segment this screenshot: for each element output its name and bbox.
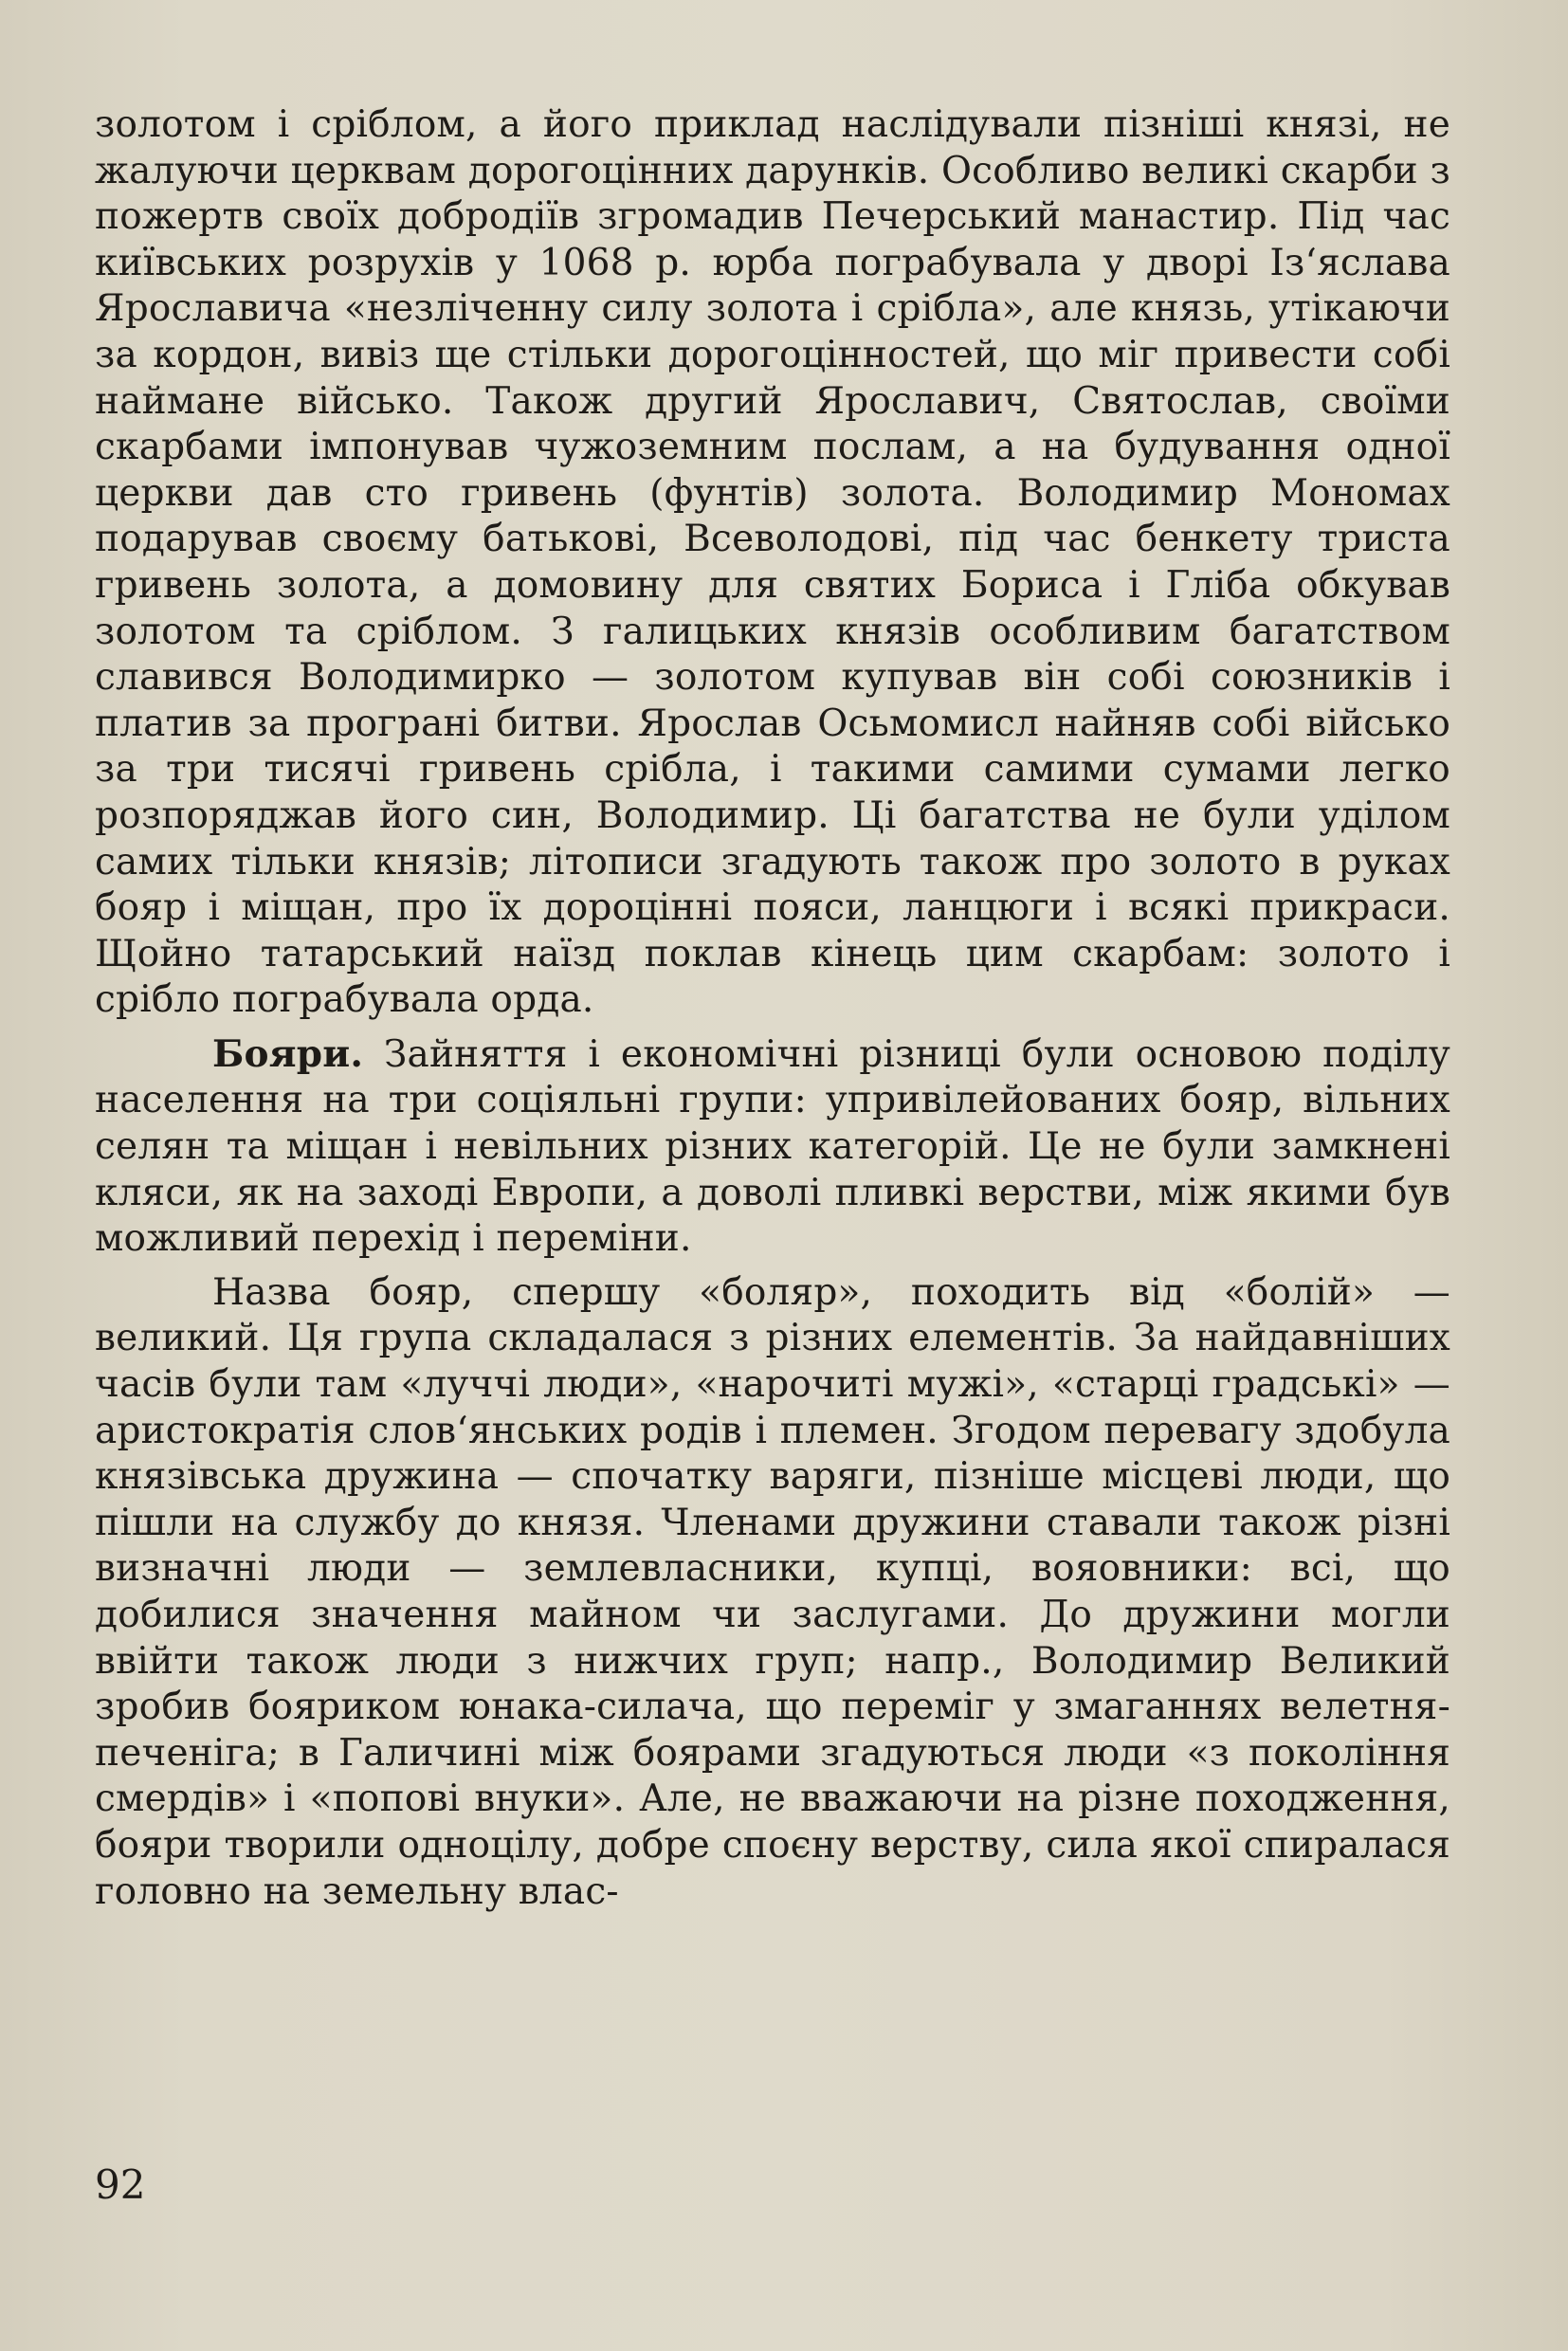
section-heading-boyars: Бояри. xyxy=(212,1031,364,1076)
paragraph-2 xyxy=(95,1031,1450,1263)
paragraph-2-text: Зайняття і економічні різниці були основою поділу населення на три соціяльні групи: упривілейованих бояр, вільних селян та міщан і невільних різних категорій. Це не були замкнені кляси, як на заході Европи, а доволі пливкі верстви, між якими був можливий перехід і переміни. xyxy=(95,1032,1450,1261)
page-number: 92 xyxy=(95,2161,146,2208)
paragraph-3 xyxy=(95,1270,1450,1915)
paragraph-3-text: Назва бояр, спершу «боляр», походить від «болій» — великий. Ця група складалася з різних елементів. За найдавніших часів були там «луччі люди», «нарочиті мужі», «старці градські» — аристократія слов‘янських родів і племен. Згодом перевагу здобула князівська дружина — спочатку варяги, пізніше місцеві люди, що пішли на службу до князя. Членами дружини ставали також різні визначні люди — землевласники, купці, вояовники: всі, що добилися значення майном чи заслугами. До дружини могли ввійти також люди з нижчих груп; напр., Володимир Великий зробив бояриком юнака-силача, що переміг у змаганнях велетня-печеніга; в Галичині між боярами згадуються люди «з покоління смердів» і «попові внуки». Але, не вважаючи на різне походження, бояри творили одноцілу, добре споєну верству, сила якої спиралася головно на земельну влас- xyxy=(95,1270,1450,1913)
paragraph-1 xyxy=(95,102,1450,1024)
body-text xyxy=(95,102,1450,1923)
paragraph-1-text: золотом і сріблом, а його приклад наслідували пізніші князі, не жалуючи церквам дорогоцінних дарунків. Особливо великі скарби з пожертв своїх добродіїв згромадив Печерський манастир. Під час київських розрухів у 1068 р. юрба пограбувала у дворі Із‘яслава Ярославича «незліченну силу золота і срібла», але князь, утікаючи за кордон, вивіз ще стільки дорогоцінностей, що міг привести собі наймане військо. Також другий Ярославич, Святослав, своїми скарбами імпонував чужоземним послам, а на будування одної церкви дав сто гривень (фунтів) золота. Володимир Мономах подарував своєму батькові, Всеволодові, під час бенкету триста гривень золота, а домовину для святих Бориса і Гліба обкував золотом та сріблом. З галицьких князів особливим багатством славився Володимирко — золотом купував він собі союзників і платив за програні битви. Ярослав Осьмомисл найняв собі військо за три тисячі гривень срібла, і такими самими сумами легко розпоряджав його син, Володимир. Ці багатства не були уділом самих тільки князів; літописи згадують також про золото в руках бояр і міщан, про їх дороцінні пояси, ланцюги і всякі прикраси. Щойно татарський наїзд поклав кінець цим скарбам: золото і срібло пограбувала орда. xyxy=(95,103,1450,1022)
